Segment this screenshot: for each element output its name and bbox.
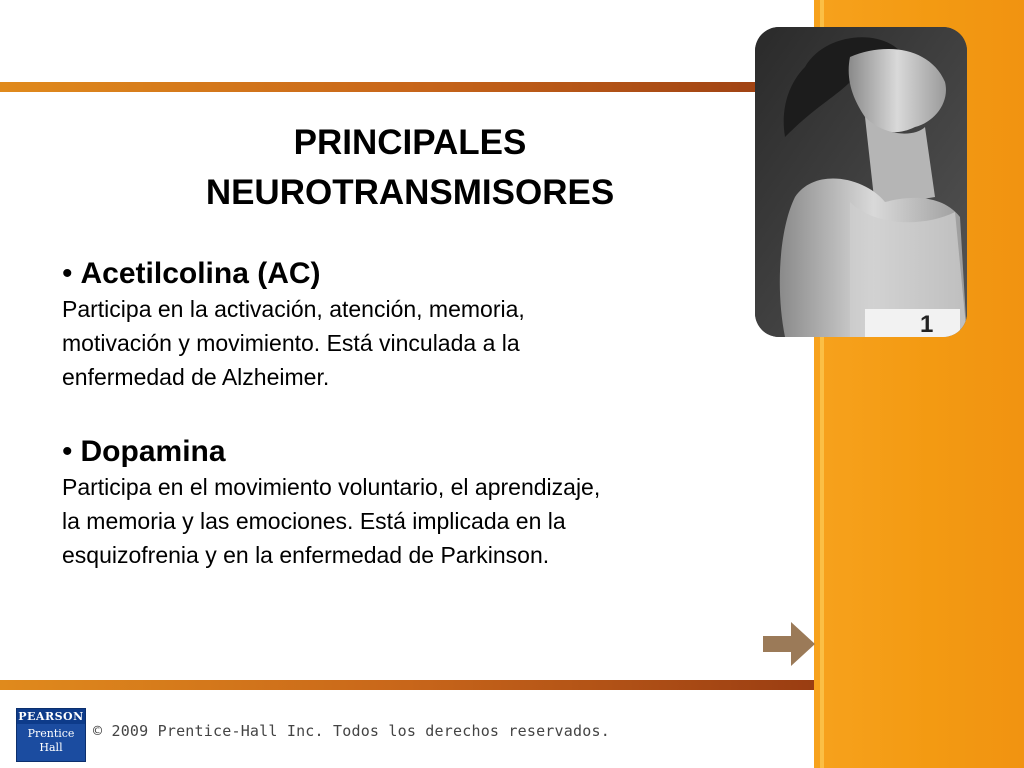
- top-divider-bar: [0, 82, 814, 92]
- bullet: •: [62, 257, 73, 290]
- bib-number: 1: [920, 311, 934, 337]
- slide-title: [60, 118, 760, 218]
- section-dopamina: [62, 434, 762, 572]
- section-heading: [62, 256, 762, 292]
- title-line-2: NEUROTRANSMISORES: [205, 173, 615, 212]
- logo-imprint: [17, 727, 85, 755]
- logo-brand: PEARSON: [18, 710, 84, 723]
- pearson-prentice-hall-logo: [16, 708, 86, 762]
- bottom-divider-bar: [0, 680, 814, 690]
- section-body: [62, 292, 762, 394]
- body-line: motivación y movimiento. Está vinculada a la: [62, 330, 520, 356]
- logo-imprint-line: Hall: [39, 741, 63, 754]
- body-line: Participa en el movimiento voluntario, el aprendizaje,: [62, 474, 601, 500]
- athlete-photo: [755, 27, 967, 337]
- heading-text: Dopamina: [80, 435, 226, 468]
- body-line: enfermedad de Alzheimer.: [62, 364, 330, 390]
- section-heading: [62, 434, 762, 470]
- logo-imprint-line: Prentice: [27, 727, 75, 740]
- body-line: la memoria y las emociones. Está implicada en la: [62, 508, 566, 534]
- section-body: [62, 470, 762, 572]
- title-line-1: PRINCIPALES: [293, 123, 527, 162]
- copyright-notice: © 2009 Prentice-Hall Inc. Todos los derechos reservados.: [93, 722, 610, 740]
- heading-text: Acetilcolina (AC): [80, 257, 321, 290]
- body-line: esquizofrenia y en la enfermedad de Parkinson.: [62, 542, 550, 568]
- athlete-photo-illustration: [755, 27, 967, 337]
- section-acetilcolina: [62, 256, 762, 394]
- next-slide-arrow-icon[interactable]: [763, 622, 815, 666]
- body-line: Participa en la activación, atención, memoria,: [62, 296, 525, 322]
- bullet: •: [62, 435, 73, 468]
